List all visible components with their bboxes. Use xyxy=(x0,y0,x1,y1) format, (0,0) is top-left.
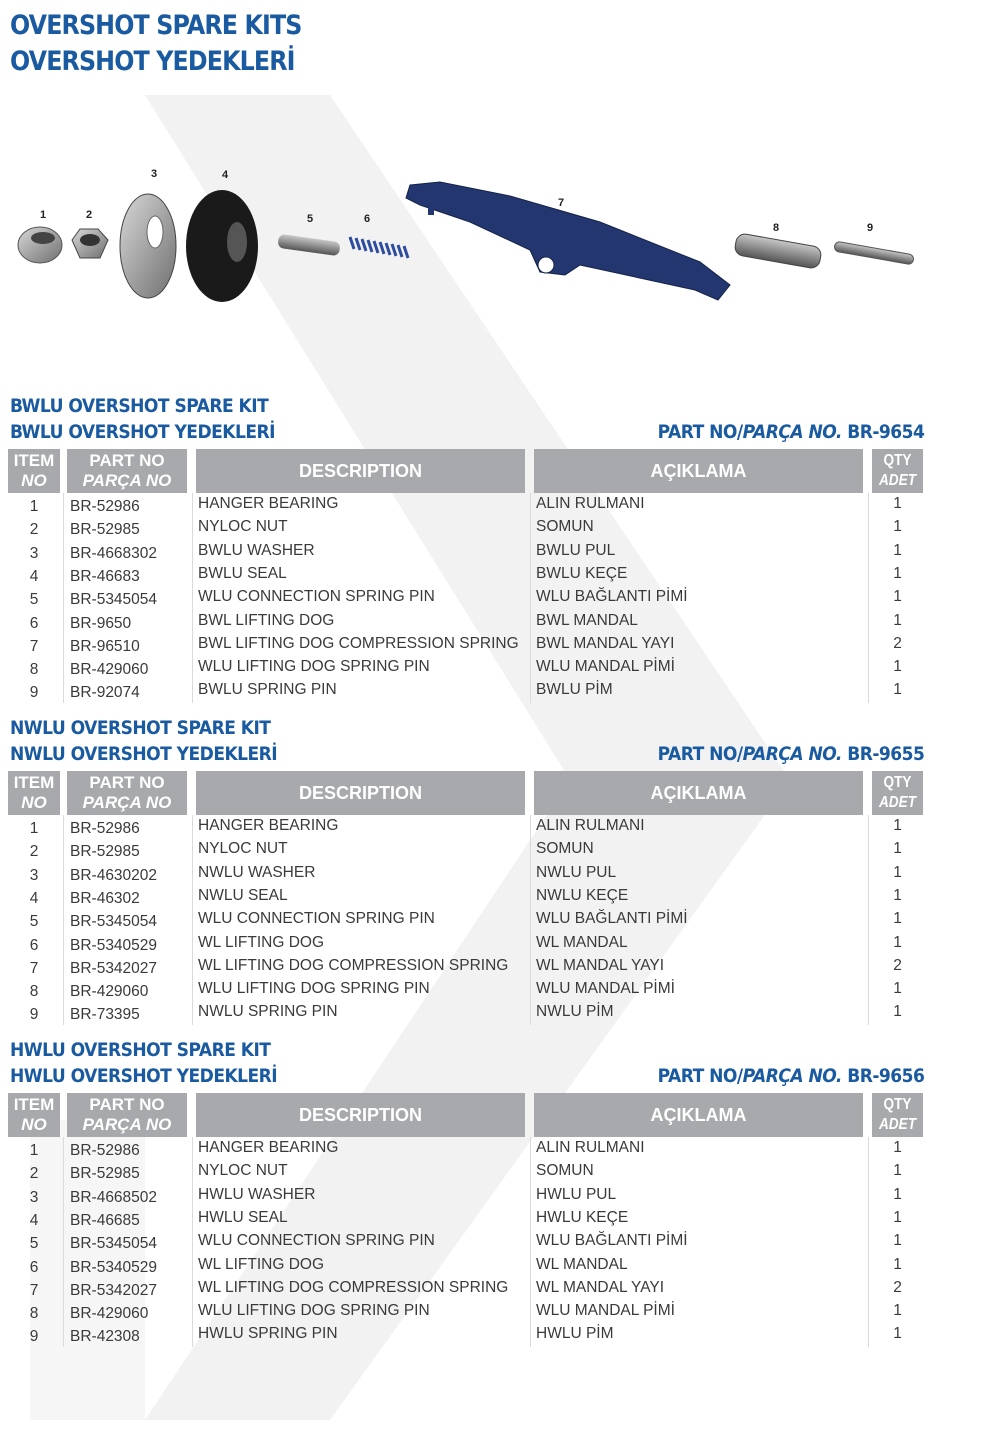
table-row xyxy=(0,910,1000,933)
part-no: BR-5342027 xyxy=(70,1281,158,1299)
header-aciklama: AÇIKLAMA xyxy=(534,771,863,815)
compression-spring-part xyxy=(350,237,408,258)
description: HANGER BEARING xyxy=(198,1139,339,1156)
aciklama: WLU BAĞLANTI PİMİ xyxy=(536,588,688,606)
quantity: 1 xyxy=(893,495,902,512)
header-qty xyxy=(872,449,923,493)
header-qty-line2: ADET xyxy=(878,472,917,489)
item-no: 3 xyxy=(29,544,39,562)
aciklama: ALIN RULMANI xyxy=(536,495,645,512)
description: WLU LIFTING DOG SPRING PIN xyxy=(198,1302,430,1320)
kit-title-en: HWLU OVERSHOT SPARE KIT xyxy=(10,1039,271,1061)
aciklama: BWLU PİM xyxy=(536,681,613,699)
table-row xyxy=(0,1232,1000,1255)
aciklama: WL MANDAL xyxy=(536,1255,628,1273)
kit-title-tr: BWLU OVERSHOT YEDEKLERİ xyxy=(10,421,275,443)
page-title xyxy=(10,8,302,80)
exploded-parts-illustration xyxy=(0,150,1000,320)
part-no-label: PART NO/ xyxy=(657,1065,743,1087)
aciklama: WLU MANDAL PİMİ xyxy=(536,1302,675,1320)
kit-title xyxy=(10,393,275,445)
header-item-line1: ITEM xyxy=(13,451,55,470)
table-row xyxy=(0,1325,1000,1348)
part-no: BR-9650 xyxy=(70,614,132,632)
callout-2: 2 xyxy=(86,209,93,221)
header-qty xyxy=(872,771,923,815)
aciklama: ALIN RULMANI xyxy=(536,1139,645,1156)
quantity: 1 xyxy=(893,1208,902,1226)
description: HANGER BEARING xyxy=(198,817,339,834)
description: NWLU WASHER xyxy=(198,863,316,881)
description: NWLU SPRING PIN xyxy=(198,1003,338,1021)
item-no: 5 xyxy=(29,591,39,609)
item-no: 5 xyxy=(29,913,39,931)
quantity: 1 xyxy=(893,611,902,629)
description: HWLU SPRING PIN xyxy=(198,1325,338,1343)
hanger-bearing-part xyxy=(18,227,62,263)
quantity: 1 xyxy=(893,1139,902,1156)
seal-part xyxy=(186,190,258,302)
table-row xyxy=(0,1162,1000,1185)
nyloc-nut-part xyxy=(72,229,108,258)
header-part-line2: PARÇA NO xyxy=(82,793,172,812)
callout-8: 8 xyxy=(773,222,780,234)
item-no: 6 xyxy=(29,1258,39,1276)
description: HWLU WASHER xyxy=(198,1185,316,1203)
part-no: BR-46683 xyxy=(70,567,140,585)
part-no: BR-52985 xyxy=(70,1165,140,1183)
aciklama: BWLU KEÇE xyxy=(536,564,628,582)
table-row xyxy=(0,658,1000,681)
aciklama: NWLU KEÇE xyxy=(536,886,629,904)
quantity: 1 xyxy=(893,817,902,834)
header-item-no xyxy=(8,1093,60,1137)
part-no: BR-4630202 xyxy=(70,866,158,884)
description: BWLU SEAL xyxy=(198,564,287,582)
part-no-label: PART NO/ xyxy=(657,421,743,443)
part-no: BR-52986 xyxy=(70,820,140,837)
table-row xyxy=(0,1003,1000,1026)
description: NYLOC NUT xyxy=(198,518,288,536)
callout-7: 7 xyxy=(558,197,565,209)
aciklama: WLU MANDAL PİMİ xyxy=(536,980,675,998)
description: WL LIFTING DOG COMPRESSION SPRING xyxy=(198,956,509,974)
quantity: 2 xyxy=(893,1278,902,1296)
part-no: BR-73395 xyxy=(70,1006,140,1024)
item-no: 5 xyxy=(29,1235,39,1253)
description: WLU CONNECTION SPRING PIN xyxy=(198,588,435,606)
spring-pin-part-9 xyxy=(834,241,915,265)
table-row xyxy=(0,1279,1000,1302)
table-row xyxy=(0,1302,1000,1325)
part-no: BR-429060 xyxy=(70,1305,149,1323)
part-no: BR-92074 xyxy=(70,684,140,702)
item-no: 7 xyxy=(29,637,39,655)
aciklama: WLU MANDAL PİMİ xyxy=(536,658,675,676)
quantity: 1 xyxy=(893,840,902,858)
header-item-line2: NO xyxy=(21,793,47,812)
part-no-value: BR-9656 xyxy=(846,1065,924,1087)
header-qty-line1: QTY xyxy=(883,774,912,791)
item-no: 8 xyxy=(29,661,39,679)
table-row xyxy=(0,934,1000,957)
aciklama: WLU BAĞLANTI PİMİ xyxy=(536,910,688,928)
header-item-line2: NO xyxy=(21,471,47,490)
header-qty-line1: QTY xyxy=(883,1096,912,1113)
table-row xyxy=(0,957,1000,980)
item-no: 3 xyxy=(29,866,39,884)
part-no-label-tr: PARÇA NO. xyxy=(742,1065,842,1087)
page-title-tr: OVERSHOT YEDEKLERİ xyxy=(10,46,295,77)
table-row xyxy=(0,1209,1000,1232)
part-no-label-tr: PARÇA NO. xyxy=(742,743,842,765)
part-no: BR-5340529 xyxy=(70,936,158,954)
part-no: BR-429060 xyxy=(70,661,149,679)
kit-title-en: BWLU OVERSHOT SPARE KIT xyxy=(10,395,269,417)
part-no-label-tr: PARÇA NO. xyxy=(742,421,842,443)
aciklama: WLU BAĞLANTI PİMİ xyxy=(536,1232,688,1250)
description: WL LIFTING DOG COMPRESSION SPRING xyxy=(198,1278,509,1296)
header-qty-line2: ADET xyxy=(878,794,917,811)
description: HWLU SEAL xyxy=(198,1208,288,1226)
aciklama: HWLU PUL xyxy=(536,1185,617,1203)
aciklama: BWL MANDAL YAYI xyxy=(536,634,675,652)
description: WL LIFTING DOG xyxy=(198,1255,325,1273)
item-no: 9 xyxy=(29,1328,39,1346)
aciklama: SOMUN xyxy=(536,518,594,536)
part-no: BR-52986 xyxy=(70,498,140,515)
part-no-value: BR-9655 xyxy=(846,743,924,765)
item-no: 1 xyxy=(29,820,39,837)
kit-section xyxy=(0,715,1000,1035)
header-qty xyxy=(872,1093,923,1137)
description: BWL LIFTING DOG COMPRESSION SPRING xyxy=(198,634,519,652)
item-no: 7 xyxy=(29,1281,39,1299)
table-row xyxy=(0,681,1000,704)
quantity: 1 xyxy=(893,658,902,676)
quantity: 1 xyxy=(893,863,902,881)
quantity: 1 xyxy=(893,564,902,582)
description: BWLU WASHER xyxy=(198,541,315,559)
quantity: 1 xyxy=(893,1185,902,1203)
description: WLU LIFTING DOG SPRING PIN xyxy=(198,980,430,998)
header-aciklama: AÇIKLAMA xyxy=(534,1093,863,1137)
description: WLU CONNECTION SPRING PIN xyxy=(198,910,435,928)
callout-3: 3 xyxy=(151,168,158,180)
callout-9: 9 xyxy=(867,222,874,234)
quantity: 1 xyxy=(893,681,902,699)
item-no: 3 xyxy=(29,1188,39,1206)
spring-pin-part-8 xyxy=(734,233,823,270)
description: NYLOC NUT xyxy=(198,840,288,858)
table-row xyxy=(0,817,1000,840)
description: WLU CONNECTION SPRING PIN xyxy=(198,1232,435,1250)
table-row xyxy=(0,542,1000,565)
table-row xyxy=(0,565,1000,588)
page-title-en: OVERSHOT SPARE KITS xyxy=(10,10,302,41)
table-row xyxy=(0,1139,1000,1162)
kit-title-en: NWLU OVERSHOT SPARE KIT xyxy=(10,717,271,739)
quantity: 1 xyxy=(893,1255,902,1273)
kit-title xyxy=(10,1037,277,1089)
quantity: 1 xyxy=(893,518,902,536)
kit-title-tr: HWLU OVERSHOT YEDEKLERİ xyxy=(10,1065,278,1087)
header-description: DESCRIPTION xyxy=(196,449,525,493)
table-row xyxy=(0,588,1000,611)
quantity: 1 xyxy=(893,933,902,951)
quantity: 1 xyxy=(893,1325,902,1343)
header-description: DESCRIPTION xyxy=(196,1093,525,1137)
header-item-line1: ITEM xyxy=(13,773,55,792)
header-item-line2: NO xyxy=(21,1115,47,1134)
item-no: 4 xyxy=(29,1211,39,1229)
quantity: 2 xyxy=(893,634,902,652)
quantity: 1 xyxy=(893,541,902,559)
part-no: BR-5340529 xyxy=(70,1258,158,1276)
item-no: 1 xyxy=(29,498,39,515)
header-part-no xyxy=(67,1093,187,1137)
aciklama: SOMUN xyxy=(536,1162,594,1180)
aciklama: NWLU PUL xyxy=(536,863,617,881)
header-part-line1: PART NO xyxy=(89,773,165,792)
quantity: 1 xyxy=(893,886,902,904)
header-part-line1: PART NO xyxy=(89,1095,165,1114)
description: WLU LIFTING DOG SPRING PIN xyxy=(198,658,430,676)
kit-section xyxy=(0,393,1000,713)
aciklama: BWL MANDAL xyxy=(536,611,638,629)
description: WL LIFTING DOG xyxy=(198,933,325,951)
part-no: BR-52986 xyxy=(70,1142,140,1159)
part-no: BR-42308 xyxy=(70,1328,140,1346)
kit-part-number xyxy=(657,419,924,445)
aciklama: HWLU PİM xyxy=(536,1325,614,1343)
part-no: BR-46685 xyxy=(70,1211,140,1229)
part-no: BR-5345054 xyxy=(70,591,158,609)
table-row xyxy=(0,518,1000,541)
description: NYLOC NUT xyxy=(198,1162,288,1180)
part-no: BR-52985 xyxy=(70,521,140,539)
quantity: 1 xyxy=(893,1162,902,1180)
callout-6: 6 xyxy=(364,213,371,225)
aciklama: WL MANDAL YAYI xyxy=(536,956,665,974)
item-no: 9 xyxy=(29,684,39,702)
header-part-no xyxy=(67,771,187,815)
quantity: 2 xyxy=(893,956,902,974)
table-row xyxy=(0,495,1000,518)
table-row xyxy=(0,980,1000,1003)
part-no: BR-5342027 xyxy=(70,959,158,977)
description: NWLU SEAL xyxy=(198,886,288,904)
description: BWL LIFTING DOG xyxy=(198,611,335,629)
kit-section xyxy=(0,1037,1000,1357)
header-part-no xyxy=(67,449,187,493)
part-no: BR-5345054 xyxy=(70,913,158,931)
item-no: 4 xyxy=(29,567,39,585)
item-no: 8 xyxy=(29,983,39,1001)
table-row xyxy=(0,612,1000,635)
callout-1: 1 xyxy=(40,209,47,221)
table-row xyxy=(0,1256,1000,1279)
description: BWLU SPRING PIN xyxy=(198,681,337,699)
header-part-line2: PARÇA NO xyxy=(82,1115,172,1134)
washer-part xyxy=(120,194,176,298)
quantity: 1 xyxy=(893,1232,902,1250)
header-part-line1: PART NO xyxy=(89,451,165,470)
header-qty-line2: ADET xyxy=(878,1116,917,1133)
aciklama: NWLU PİM xyxy=(536,1003,614,1021)
header-qty-line1: QTY xyxy=(883,452,912,469)
table-row xyxy=(0,864,1000,887)
aciklama: WL MANDAL YAYI xyxy=(536,1278,665,1296)
quantity: 1 xyxy=(893,588,902,606)
item-no: 1 xyxy=(29,1142,39,1159)
header-part-line2: PARÇA NO xyxy=(82,471,172,490)
part-no: BR-96510 xyxy=(70,637,140,655)
part-no-label: PART NO/ xyxy=(657,743,743,765)
quantity: 1 xyxy=(893,1003,902,1021)
table-row xyxy=(0,635,1000,658)
quantity: 1 xyxy=(893,910,902,928)
table-row xyxy=(0,840,1000,863)
item-no: 6 xyxy=(29,614,39,632)
kit-part-number xyxy=(657,1063,924,1089)
lifting-dog-part xyxy=(406,182,730,300)
part-no: BR-4668302 xyxy=(70,544,158,562)
callout-4: 4 xyxy=(222,169,229,181)
header-aciklama: AÇIKLAMA xyxy=(534,449,863,493)
kit-part-number xyxy=(657,741,924,767)
table-row xyxy=(0,1186,1000,1209)
connection-pin-part xyxy=(277,234,340,256)
quantity: 1 xyxy=(893,1302,902,1320)
aciklama: BWLU PUL xyxy=(536,541,616,559)
header-item-no xyxy=(8,449,60,493)
part-no: BR-4668502 xyxy=(70,1188,158,1206)
item-no: 2 xyxy=(29,843,39,861)
item-no: 2 xyxy=(29,521,39,539)
quantity: 1 xyxy=(893,980,902,998)
part-no-value: BR-9654 xyxy=(846,421,924,443)
item-no: 7 xyxy=(29,959,39,977)
item-no: 8 xyxy=(29,1305,39,1323)
item-no: 2 xyxy=(29,1165,39,1183)
aciklama: WL MANDAL xyxy=(536,933,628,951)
part-no: BR-46302 xyxy=(70,889,140,907)
aciklama: HWLU KEÇE xyxy=(536,1208,629,1226)
part-no: BR-52985 xyxy=(70,843,140,861)
header-item-no xyxy=(8,771,60,815)
header-item-line1: ITEM xyxy=(13,1095,55,1114)
kit-title-tr: NWLU OVERSHOT YEDEKLERİ xyxy=(10,743,278,765)
item-no: 4 xyxy=(29,889,39,907)
item-no: 6 xyxy=(29,936,39,954)
kit-title xyxy=(10,715,277,767)
part-no: BR-429060 xyxy=(70,983,149,1001)
aciklama: SOMUN xyxy=(536,840,594,858)
aciklama: ALIN RULMANI xyxy=(536,817,645,834)
callout-5: 5 xyxy=(307,213,314,225)
description: HANGER BEARING xyxy=(198,495,339,512)
item-no: 9 xyxy=(29,1006,39,1024)
header-description: DESCRIPTION xyxy=(196,771,525,815)
part-no: BR-5345054 xyxy=(70,1235,158,1253)
table-row xyxy=(0,887,1000,910)
